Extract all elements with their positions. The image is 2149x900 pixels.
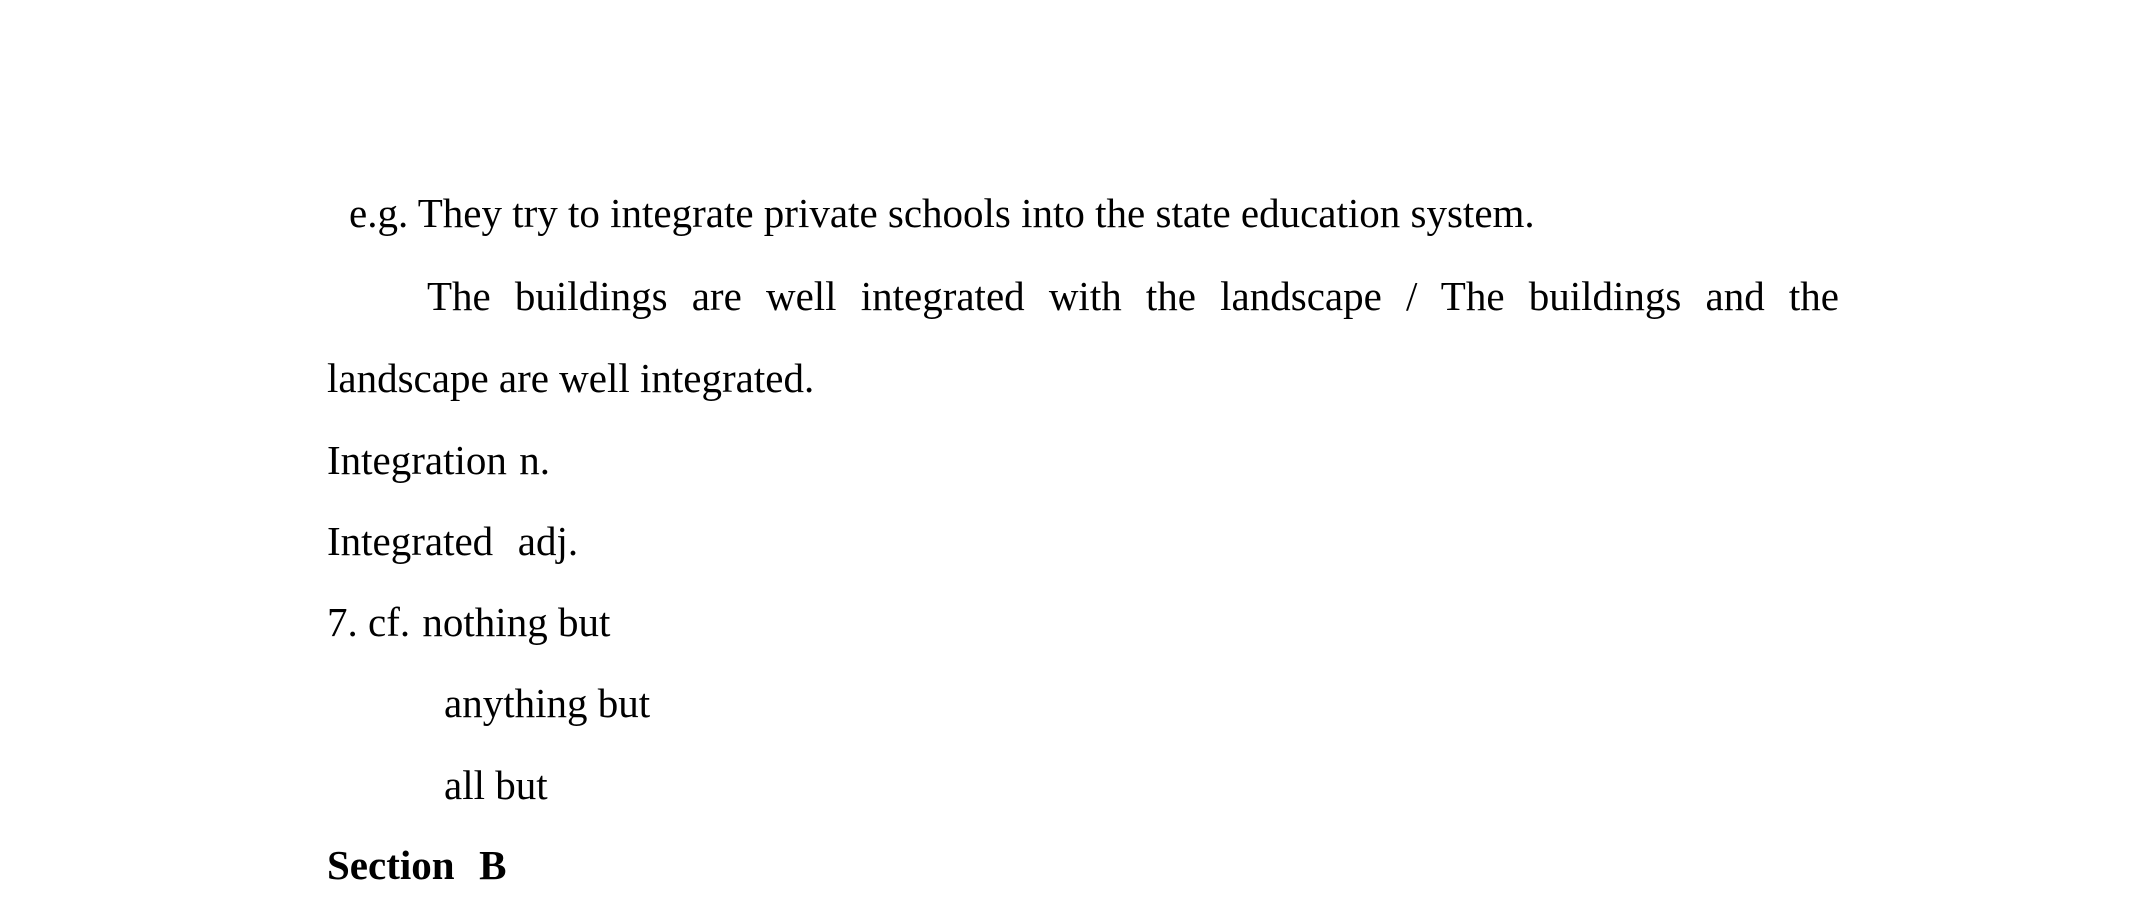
example-sentence-continued-2: landscape are well integrated. [327,355,815,401]
noun-form-entry [327,437,550,483]
cf-item-anything-but: anything but [444,680,651,726]
cf-item-all-but: all but [444,762,548,808]
cf-first-item: nothing but [422,599,611,645]
noun-form-word: Integration [327,437,507,483]
section-heading-letter: B [479,842,507,888]
cf-entry [327,599,611,645]
adj-form-entry [327,518,579,564]
adj-form-pos: adj. [517,518,579,564]
cf-number: 7. cf. [327,599,411,645]
noun-form-pos: n. [519,437,550,483]
example-sentence: e.g. They try to integrate private schools into the state education system. [349,190,1535,236]
adj-form-word: Integrated [327,518,494,564]
section-heading-label: Section [327,842,455,888]
example-sentence-continued-1: The buildings are well integrated with the landscape / The buildings and the [427,273,1839,319]
section-heading [327,842,507,888]
